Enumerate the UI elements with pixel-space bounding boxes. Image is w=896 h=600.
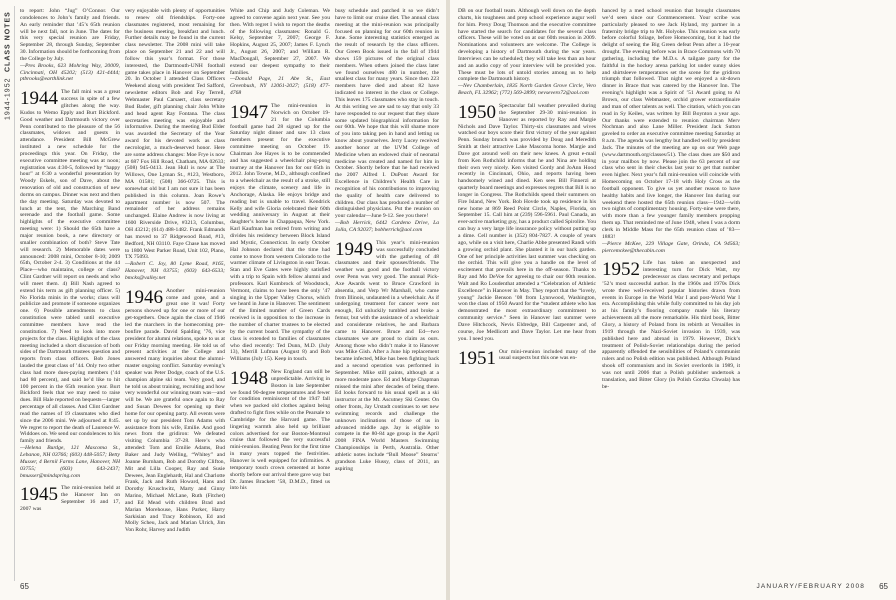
year-block-1950: [458, 103, 596, 343]
column-3: [230, 8, 330, 578]
issue-date: JANUARY/FEBRUARY 2008: [756, 582, 866, 590]
column-2: [125, 8, 225, 578]
year-heading-1948: 1948: [230, 368, 268, 390]
notes-1944: The fall mini was a great success in spite of a few glitches along the way. Kudos to Wemo Epply and Burt Bickford. Good weather and Dartmouth victory over Penn contributed to the pleasure of the 56 classmates, widows and guests in attendance. President Bill McGrew instituted a new schedule for the proceedings this year. On Friday, the executive committee meeting was at noon; registration was 4:30-5, followed by “happy hour” at 6:30 a wonderful presentation by Woody Eskels, son of Dave, about the renovation of old and construction of new dorms on campus. Dinner was next and then the day meeting. Saturday was devoted to lunch at the tent, the Marching Band serenade and the football game. Some highlights of the executive committee meeting were: 1) Should the 65th have a major reunion book, a new directory or smaller combination of both? Steve Tate will research. 2) Memorable dates were announced: 2008 mini, October 8-10; 2009 65th, October 2-4. 3) Conditions at the 44 Place—who maintains, college or class? Clint Gardner will report on needs and who will meet them. 4) Bill Nash agreed to extend his term as gift planning officer. 5) No Florida minis in the works; class will publicize and promote if someone organizes one. 6) Possible amendments to class constitution were tabled until executive committee members have read the constitution. 7) Need to look into more projects for the class. Highlights of the class meeting included a short discussion of both sides of the Dartmouth trustees question and reports from class officers. Bob Jones lauded the great class of ’44. Only two other class had more dues-paying members (’44 had 80 percent), and said he’d like to hit 100 percent in the 65th reunion year. Burt Bickford feels that we may need to raise dues. Bill Hale reported on bequests—larger percentage of all classes. And Clint Gardner read the names of 19 classmates who died since the 2006 mini. We adjourned at 8:45. We regret to report the death of Laurence W. Widdoes on. We send our condolences to his family and friends.: [20, 89, 120, 445]
signature-1943: —Pres Brooks, 623 Mohring Way, 20009, Cincinnati, OH 45202; (513) 421-4444; ptbrooks@earthlink.net: [20, 62, 120, 83]
column-1: [20, 8, 120, 578]
left-page: [0, 0, 446, 600]
notes-1945: The mini-reunion held at the Hanover Inn on September 16 and 17, 2007 was: [20, 485, 120, 512]
year-block-1947: [230, 103, 330, 363]
year-block-1949: [335, 240, 439, 473]
year-heading-1946: 1946: [125, 286, 163, 308]
sidebar-rule: [14, 6, 15, 581]
year-block-1944: [20, 89, 120, 445]
year-heading-1945: 1945: [20, 484, 58, 506]
right-page: [450, 0, 896, 600]
page-number-right: 65: [879, 581, 888, 591]
notes-1949: This year’s mini-reunion was successfully concluded with the gathering of 48 classmates and their spouses/friends. The weather was good and the football victory over Penn was very good. The annual Pick-Axe Awards went to Bruce Crawford in absentia, and Verp Wr Marshall, who came from Illinois, undaunted in a wheelchair. As if undergoing treatment for cancer were not enough, Ed unluckily tumbled and broke a femur, but with the assistance of a wheelchair and considerate relatives, he and Barbara came to Hanover. Bruce and Ed—two classmates we are proud to claim as ours. Among those who didn’t make it to Hanover was Mike Gish. After a June hip replacement became infected, Mike has been fighting back and a second operation was performed in September. Mike still paints, although at a more moderate pace. Ed and Marge Chapman missed the mini after decades of being there. Ed looks forward to his usual spell as a ski instructor at the Mt. Ascutney Ski Center. On other fronts, Jay Urstadt continues to set new swimming records and challenge the unknown inclinations of those of us in advanced middle age. Jay is eligible to compete in the 80-84 age group in the April 2008 FINA World Masters Swimming Championships in Perth, Australia. Other athletic notes include “Bull Moose” Stearns’ grandson Luke Hussy, class of 2011, an aspiring: [335, 239, 439, 472]
notes-1946-cont: White and Chip and Judy Coleman. We agreed to convene again next year. See you then. With regret I wish to report the deaths of the following classmates: Ronald G. Kelsy, September 7, 2007; George F. Hopkins, August 25, 2007; James F. Lynch Jr., August 26, 2007; and William R. MacDougall, September 27, 2007. We extend our deepest sympathy to their families.: [230, 8, 330, 76]
column-4: [335, 8, 439, 578]
notes-1951: Our mini-reunion included many of the usual suspects but this one was en-: [499, 348, 596, 362]
notes-1952: Life has taken an unexpected and interesting turn for Dick Watt, my predecessor as class secretary and perhaps ’52’s most successful author. In the 1960s and 1970s Dick wrote three well-received popular histories drawn from events in Europe in the World War I and post-World War I era. Accomplishing this while fully committed to his day job at his family’s flooring company made his literary achievements all the more remarkable. His third book, Bitter Glory, a history of Poland from its rebirth at Versailles in 1919 through the Nazi-Soviet invasion in 1939, was published here and abroad in 1979. However, Dick’s treatment of Polish-Soviet relationships during the period apparently offended the sensibilities of Poland’s communist rulers and no Polish edition was published. Although Poland shook off communism and its Soviet overlords in 1989, it was not until 2006 that a Polish publisher undertook a translation, and Bitter Glory (in Polish Gorzka Chwala) has be-: [602, 260, 740, 390]
notes-1951-cont: hanced by a med school reunion that brought classmates we’d seen since our Commencement. Your scribe was particularly pleased to see Jack Hyland, my partner in a fraternity bridge trip to Mt. Holyoke. This reunion was early before colorful foliage, before Homecoming, but it had the delight of seeing the Big Green defeat Penn after a 10-year drought. The evening before was in Brace Commons with 70 gathering, including the M.D.s. A tailgate party for the faithful in the hockey arena parking lot under sunny skies and shirtsleeve temperatures set the scene for the gridiron triumph that followed. That night we enjoyed a sit-down dinner in Brace that was catered by the Hanover Inn. The evening’s highlight was a Spirit of ’51 Award going to Al Brown, our class Webmaster, orchid grower extraordinaire and man of other talents as well. The citation, which you can read in Sy Keiles, was written by Bill Boynton a year ago. Our thanks were extended to reunion chairman Merv Nochman and also Lane Miller. President Jack Sutton gaveled to order an executive committee meeting Saturday at 8 a.m. The agenda was lengthy but handled well by president Jack. The minutes of the meeting are up on our Web page (www.dartmouth.org/classes/51). The class dues are $50 and in your mailbox by now. Please join the 63 percent of our class who sent in their checks last year to get that number even higher. Next year’s fall mini-reunion will coincide with Homecoming on October 17-18 with Holy Cross as the football opponent. To give us yet another reason to have healthy habits and live longer, the Hanover Inn during our weekend there hosted the 65th reunion class—1942—with two nights of complimentary housing. Forty-nine were there, with more than a few younger family members propping them up. That reminded me of June 1948, when I was a dorm clerk in Middle Mass for the 65th reunion class of ’83—1883!: [602, 8, 740, 240]
notes-1945-cont: very enjoyable with plenty of opportunities to renew old friendships. Forty-one classmates registered, most remaining for the business meeting, breakfast and lunch. Further details may be found in the current class newsletter. The 2008 mini will take place on September 21 and 22 and will follow this year’s format. For those interested, the Dartmouth-UNH football game takes place in Hanover on September 20. In October I attended Class Officers Weekend along with president Ted Safford, newsletter editors Bob and Fay Terrell, Webmaster Paul Carsaert, class secretary Bud Bader, gift planning chair John White and head agent Ray Fontana. The class secretaries meeting was enjoyable and informative. During the meeting Bud Elder was awarded the Secretary of the Year award for his devoted work as class necrologist, a much-deserved honor. Here are some address changes: Moe Frye is now at 687 Fox Hill Road, Chatham, MA 02633; (508) 945-0413. Jean Hull is now at The Willows, One Lyman St., #123, Westboro, MA 01581; (508) 366-0725. This is somewhat old but I am not sure it has been published in this column. Joan Rowe’s apartment number is now 507. The remainder of her address remains unchanged. Elaine Andrew is now living at 1600 Riverside Drive, #3213, Columbus, OH 43212; (614) 488-1482. Frank Edmands has moved to 37 Ridgewood Road, #13, Bedford, NH 03110. Faye Chase has moved to 1800 West Parker Road, Unit 102, Plano, TX 75093.: [125, 8, 225, 261]
page-number-left: 65: [20, 581, 29, 591]
right-footer: [750, 580, 888, 592]
signature-1948: —Bob Herrick, 6442 Cardeno Drive, La Jolla, CA 92037; bobherrick@aol.com: [335, 220, 439, 233]
left-footer: [20, 580, 43, 592]
notes-1948: New England can still be unpredictable. Arriving in Boston in late September we found 90-degree temperatures and fewer for condition reminiscent of the 1947 fall when we packed old clothes against being drafted to fight fires while on the Pearsale to Cambridge for the Harvard game. The lingering warmth also held up brilliant colors advertised for our Boston-Montreal cruise that followed the very successful mini-reunion. Beating Penn for the first time in many years topped the festivities. Hanover is well equipped for infirmities. A temporary touch crown cemented at home shortly before our arrival there gave way but Dr. James Brackett ’58, D.M.D., fitted us into his: [230, 369, 330, 492]
year-heading-1952: 1952: [602, 259, 640, 281]
notes-1946: Another mini-reunion come and gone, and a great one it was! Forty persons showed up for one or more of our get-togethers. Once again the class of 1946 led the marchers in the homecoming pre-bonfire parade. David Spalding ’76, vice president for alumni relations, spoke to us at our Friday morning meeting. He told us of present activities at the College and answered many inquiries about the alumni-master ongoing conflict. Saturday evening’s speaker was Peter Dodge, coach of the U.S. champion alpine ski team. Very good, and he told us about training, recruiting and how very wonderful our winning team was—and will be. We are grateful once again to Ray and Susan Dewees for opening up their home for our opening party. All events were set up by our president Tom Adams with assistance from his wife, Emilie. And good news from the gridiron: We defeated visiting Columbia 37-28. Here’s who attended: Tom and Emilie Adams, Bud Baker and Judy Welling, “Whitey” and Joanne Burnham, Bob and Dorothy Clifton, Mit and Lilla Cooper, Ray and Susie Dewees, Jean Englehardt, Hal and Charlotte Frank, Jack and Ruth Howard, Hans and Dorothy Kruschwitz, Marty and Ginny Marino, Michael McLane, Ruth (Fitchet) and Ed Mead with children Brad and Marian Morehouse, Hans Parker, Harry Sarkisian and Tracy Robinson, Ed and Molly Scheu, Jack and Marian Ulrich, Jim Von Rohr, Harvey and Judith: [125, 287, 225, 534]
signature-1945: —Robert C. Joy, 80 Lyme Road, #165, Hanover, NH 03755; (603) 643-6533; bmcks@valley.net: [125, 261, 225, 281]
year-heading-1950: 1950: [458, 101, 496, 123]
column-6: [602, 8, 740, 578]
year-block-1945: [20, 485, 120, 512]
sidebar-years: 1944-1952: [4, 77, 12, 120]
year-block-1946: [125, 288, 225, 534]
signature-1944: —Helena Burdge, 121 Mascoma St., Lebanon, NH 03766; (603) 448-5057; Betty Musser, 4 Bernil Farms Lane, Hanover, NH 03755; (603) 643-2437; bmusser@mindspring.com: [20, 445, 120, 479]
column-5: [458, 8, 596, 578]
notes-1950: Spectacular fall weather prevailed during the September 29-30 mini-reunion in Hanover as reported by Ray and Margie Nichols and Dave Taylor. Thirty-six classmates and wives watched our boys score their first victory of the year against Penn. Sunday brunch was provided by Doug and Meredith Smith at their attractive Lake Mascoma home. Margie and Dave got around well on their new knees. A great e-mail from Ken Rothchild informs that he and Nina are holding their own very nicely. Ken visited Gordy and JoAnn Hood recently in Cincinnati, Ohio, and reports having been handsomely wined and dined. Ken sees Bill Finnerzi at quarterly board meetings and expresses regrets that Bill is no longer in Congress. The Rothchilds spend their summers on Fire Island, New York. Bob Hovde took up residence in his new home at 869 Reed Point Circle, Naples, Florida, on September 15. Call him at (239) 596-5961. Paul Canada, an ever-active marketing guy, has a product called Spirolite. You can buy a very large life insurance policy without putting up a dime. Cell number is (352) 804-7827. A couple of years ago, while on a visit here, Charlie Abbe presented Randi with a growing orchid plant. She planted it in our back garden. One of her principle activities last summer was checking on the orchid. This will give you a handle on the level of excitement that prevails here in the off-season. Thanks to Ray and Mo DeVoe for agreeing to chair our 60th reunion. Walt and Ro Loudenthat attended a “Celebration of Athletic Excellence” in Hanover in May. They report that the “lovely, young” Jackie Benson ’08 from Lynnwood, Washington, won the class of 1950 Award for the “student athlete who has demonstrated the most extraordinary commitment to community service.” Seen in Hanover last summer were Dave Hitchcock, Nevis Eldredge, Bill Carpenter and, of course, Joe Medlicott and Dave Taylor. Let me hear from you. I need you.: [458, 102, 596, 342]
sidebar-class-notes: CLASS NOTES: [4, 10, 12, 72]
signature-1951: —Pierce McKee, 229 Village Gate, Orinda, CA 94563; piercemckee@thecabin.com: [602, 240, 740, 254]
year-block-1948: [230, 369, 330, 492]
notes-1949-cont: DB on our football team. Although well down on the depth charts, his toughness and prep school experience augur well for him. Prexy Doug Thomson and the executive committee have started the search for candidates for the several class officers. These will be voted on at our 60th reunion in 2009. Nominations and volunteers are welcome. The College is developing a history of Dartmouth during the war years. Interviews can be scheduled; they will take less than an hour and an audio copy of your interview will be provided you. These must be lots of untold stories among us to help complete the Dartmouth history.: [458, 8, 596, 83]
year-block-1952: [602, 260, 740, 390]
signature-1946: —Donald Page, 21 Abe St., East Greenbush, NY 12061-2027; (518) 477-4768: [230, 76, 330, 97]
signature-1949: —Nev Chamberlain, 1835 North Garden Grove Circle, Vero Beach, FL 32962; (772) 569-2899; nevsevero72@aol.com: [458, 83, 596, 97]
year-block-1951: [458, 347, 596, 369]
year-heading-1947: 1947: [230, 101, 268, 123]
sidebar-label: [2, 10, 14, 120]
notes-1948-cont: busy schedule and patched it so we didn’t have to limit our cruise diet. The annual class meeting at the mini-reunion was principally focused on planning for our 60th reunion in June. Some interesting statistics emerged as the result of research by the class officers. Our Green Book issued in the fall of 1944 shows 159 pictures of the original class members. When others joined the class later we found ourselves 480 in number, the smallest class for many years. Since then 223 members have died and about 82 have indicated no interest in the class or College. This leaves 175 classmates who stay in touch. At this writing we are sad to say that only 33 have responded to our request that they share some updated biographical information for our 60th. We hope that this will shame more of you into taking pen in hand and letting us know about yourselves. Jerry Lucey received another honor at the UVM College of Medicine when an endowed chair of neonatal medicine was created and named for him in October. Shortly before that he had received the 2007 Alfred I. DuPont Award for Excellence in Children’s Health Care in recognition of his contributions to improving the quality of health care delivered to children. Our class has produced a number of distinguished physicians. Put the reunion on your calendar—June 9-12. See you there!: [335, 8, 439, 220]
year-heading-1951: 1951: [458, 347, 496, 369]
year-heading-1949: 1949: [335, 238, 373, 260]
notes-1947: The mini-reunion in Norwich on October 19-21 for the Columbia football game had 28 signed up for the Saturday night dinner and saw 13 class members present for the executive committee meeting on October 19. Chairman Joe Hayes is to be commended and has suggested a wheelchair ping-pong tourney at the Hanover Inn for our 65th in 2012. John Towne, M.D., although confined to a wheelchair as the result of a stroke, still enjoys the climate, scenery and life in Anchorage, Alaska. He enjoys bridge and reading but is unable to travel. Kendrick Kelly and wife Gloria celebrated their 60th wedding anniversary in August at their daughter’s home in Chappaqua, New York. Karl Kaufman has retired from writing and divides his residency between Block Island and Mystic, Connecticut. In early October Hal Johnson declared that the time had come to move from western Colorado to the warmer climate of Livingston in east Texas. Stan and Eve Gates were highly satisfied with a trip to Spain with fellow alumni and professors. Karl Kumbrock of Woodstock, Vermont, claims to have been the only ’47 singing in the Upper Valley Chorus, which we heard in June in Hanover. The sentiment of the limited number of Green Cards received is in opposition to the increase in the number of charter trustees to be elected by the current board. The sympathy of the class is extended to families of classmates who died recently: Ted Dunn, M.D. (July 13), Merrill Lufman (August 8) and Bob Williams (July 15). Keep in touch.: [230, 102, 330, 363]
intro-text: to report: John “Jug” O’Connor. Our condolences to John’s family and friends. An early reminder that ’45’s 65th reunion will be next fall, not in June. The dates for this very special reunion are Friday, September 28, through Sunday, September 30. Information should be forthcoming from the College by July.: [20, 8, 120, 62]
year-heading-1944: 1944: [20, 88, 58, 110]
